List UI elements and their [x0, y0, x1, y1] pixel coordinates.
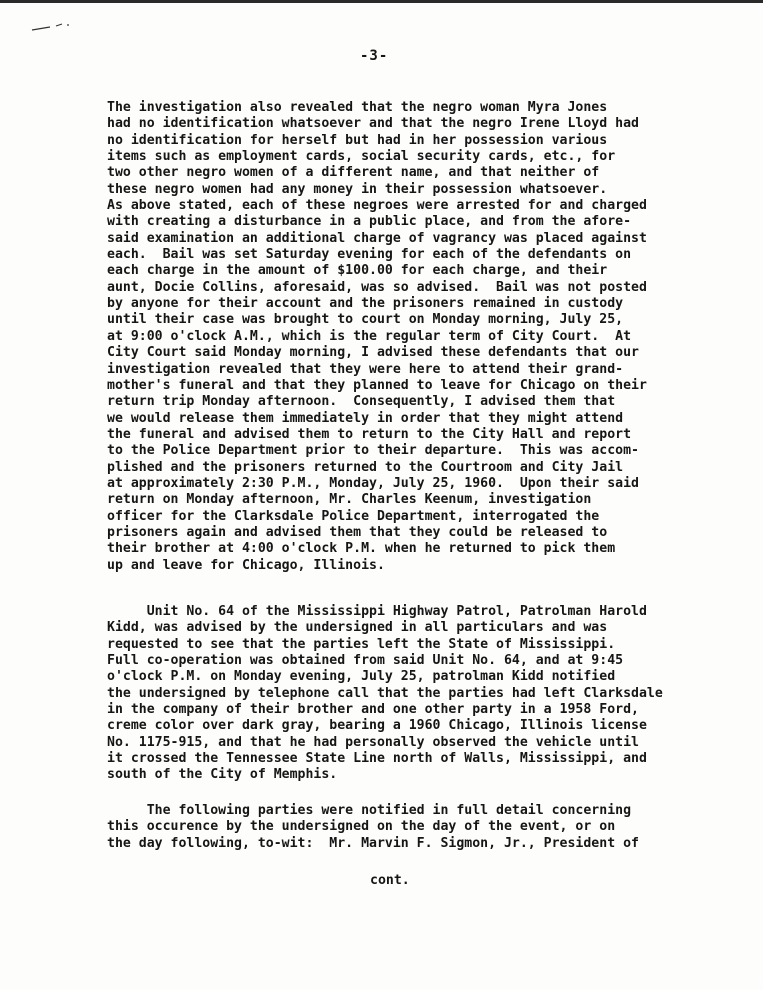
text-line: officer for the Clarksdale Police Department, interrogated the	[107, 508, 600, 524]
paragraph-investigation-details	[107, 100, 647, 574]
text-line: Unit No. 64 of the Mississippi Highway Patrol, Patrolman Harold	[107, 604, 647, 619]
text-line: No. 1175-915, and that he had personally observed the vehicle until	[107, 734, 639, 750]
text-line: these negro women had any money in their possession whatsoever.	[107, 181, 608, 197]
text-line: by anyone for their account and the prisoners remained in custody	[107, 296, 624, 312]
text-line: prisoners again and advised them that they could be released to	[107, 524, 608, 540]
text-line: As above stated, each of these negroes were arrested for and charged	[107, 198, 647, 214]
text-line: investigation revealed that they were here to attend their grand-	[107, 361, 624, 377]
text-line: had no identification whatsoever and that the negro Irene Lloyd had	[107, 116, 639, 132]
text-line: until their case was brought to court on Monday morning, July 25,	[107, 312, 624, 328]
stray-pen-mark	[30, 22, 74, 32]
continued-marker: cont.	[370, 873, 410, 888]
text-line: The following parties were notified in full detail concerning	[107, 803, 632, 818]
text-line: aunt, Docie Collins, aforesaid, was so advised. Bail was not posted	[107, 279, 647, 295]
text-line: no identification for herself but had in her possession various	[107, 132, 608, 148]
text-line: Full co-operation was obtained from said Unit No. 64, and at 9:45	[107, 653, 624, 669]
text-line: the funeral and advised them to return to the City Hall and report	[107, 426, 632, 442]
text-line: return trip Monday afternoon. Consequently, I advised them that	[107, 394, 616, 410]
text-line: creme color over dark gray, bearing a 1960 Chicago, Illinois license	[107, 718, 647, 734]
text-line: said examination an additional charge of vagrancy was placed against	[107, 230, 647, 246]
text-line: at approximately 2:30 P.M., Monday, July 25, 1960. Upon their said	[107, 475, 639, 491]
text-line: it crossed the Tennessee State Line north of Walls, Mississippi, and	[107, 751, 647, 767]
text-line: the undersigned by telephone call that the parties had left Clarksdale	[107, 685, 663, 701]
text-line: return on Monday afternoon, Mr. Charles Keenum, investigation	[107, 492, 592, 508]
text-line: in the company of their brother and one other party in a 1958 Ford,	[107, 702, 639, 718]
paragraph-highway-patrol	[107, 604, 663, 784]
text-line: o'clock P.M. on Monday evening, July 25, patrolman Kidd notified	[107, 669, 616, 685]
text-line: south of the City of Memphis.	[107, 767, 338, 783]
text-line: each. Bail was set Saturday evening for each of the defendants on	[107, 247, 632, 263]
text-line: requested to see that the parties left the State of Mississippi.	[107, 636, 616, 652]
text-line: we would release them immediately in order that they might attend	[107, 410, 624, 426]
page-top-edge	[0, 0, 763, 3]
text-line: their brother at 4:00 o'clock P.M. when he returned to pick them	[107, 541, 616, 557]
text-line: plished and the prisoners returned to the Courtroom and City Jail	[107, 459, 624, 475]
text-line: Kidd, was advised by the undersigned in all particulars and was	[107, 620, 608, 636]
text-line: up and leave for Chicago, Illinois.	[107, 557, 385, 573]
text-line: City Court said Monday morning, I advised these defendants that our	[107, 345, 639, 361]
paragraph-notified-parties	[107, 803, 639, 852]
text-line: with creating a disturbance in a public place, and from the afore-	[107, 214, 632, 230]
text-line: at 9:00 o'clock A.M., which is the regular term of City Court. At	[107, 328, 632, 344]
page-number: -3-	[360, 48, 389, 64]
text-line: items such as employment cards, social security cards, etc., for	[107, 149, 616, 165]
text-line: two other negro women of a different name, and that neither of	[107, 165, 600, 181]
text-line: mother's funeral and that they planned to leave for Chicago on their	[107, 377, 647, 393]
text-line: to the Police Department prior to their departure. This was accom-	[107, 443, 639, 459]
text-line: this occurence by the undersigned on the day of the event, or on	[107, 819, 616, 835]
text-line: each charge in the amount of $100.00 for each charge, and their	[107, 263, 608, 279]
text-line: the day following, to-wit: Mr. Marvin F. Sigmon, Jr., President of	[107, 835, 639, 851]
text-line: The investigation also revealed that the negro woman Myra Jones	[107, 100, 608, 115]
